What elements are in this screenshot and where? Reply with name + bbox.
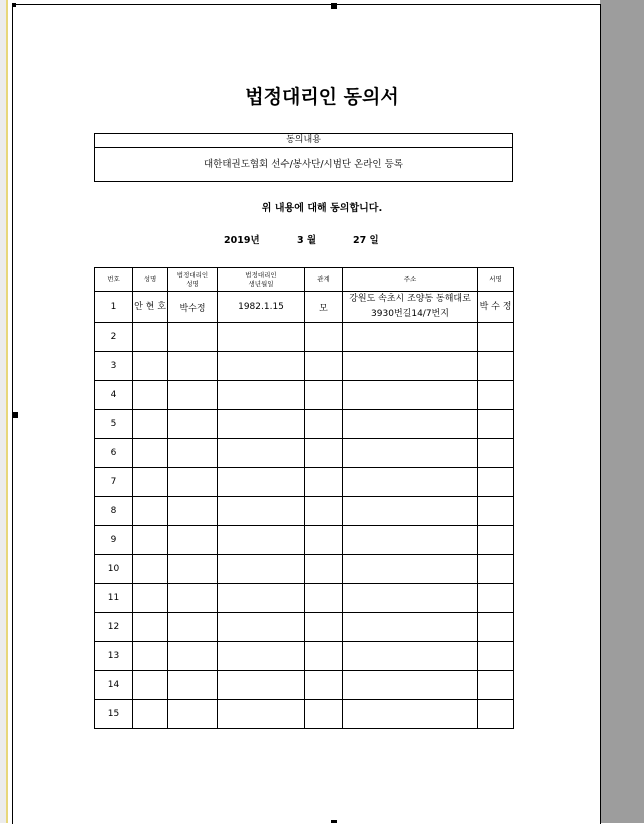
cell-guardian-birth[interactable]: [218, 381, 305, 410]
cell-guardian-name[interactable]: [168, 381, 218, 410]
table-row: [95, 352, 514, 381]
cell-address[interactable]: [343, 439, 478, 468]
cell-address[interactable]: [343, 642, 478, 671]
cell-guardian-name[interactable]: [168, 497, 218, 526]
cell-number[interactable]: 5: [95, 410, 133, 439]
cell-name[interactable]: [133, 642, 168, 671]
cell-address[interactable]: [343, 584, 478, 613]
cell-name[interactable]: [133, 410, 168, 439]
table-row: [95, 468, 514, 497]
cell-number[interactable]: 12: [95, 613, 133, 642]
cell-number[interactable]: 13: [95, 642, 133, 671]
date-day: 27 일: [353, 235, 379, 246]
cell-guardian-name[interactable]: [168, 468, 218, 497]
header-guardian-name: 법정대리인 성명: [168, 268, 218, 292]
cell-number[interactable]: 3: [95, 352, 133, 381]
cell-name[interactable]: [133, 352, 168, 381]
cell-guardian-name[interactable]: 박수정: [168, 292, 218, 323]
header-address: 주소: [343, 268, 478, 292]
cell-signature[interactable]: [478, 613, 514, 642]
cell-guardian-birth[interactable]: [218, 613, 305, 642]
cell-guardian-name[interactable]: [168, 439, 218, 468]
cell-address[interactable]: [343, 700, 478, 729]
cell-guardian-name[interactable]: [168, 526, 218, 555]
cell-name[interactable]: [133, 468, 168, 497]
cell-address[interactable]: [343, 410, 478, 439]
cell-relation[interactable]: [305, 584, 343, 613]
table-row: [95, 555, 514, 584]
cell-number[interactable]: 14: [95, 671, 133, 700]
cell-address[interactable]: [343, 381, 478, 410]
cell-number[interactable]: 2: [95, 323, 133, 352]
editor-margin-marker: [6, 0, 8, 823]
cell-guardian-birth[interactable]: [218, 700, 305, 729]
table-row: [95, 584, 514, 613]
cell-name[interactable]: [133, 555, 168, 584]
cell-address[interactable]: [343, 555, 478, 584]
cell-number[interactable]: 8: [95, 497, 133, 526]
cell-guardian-name[interactable]: [168, 555, 218, 584]
cell-relation[interactable]: [305, 497, 343, 526]
cell-address[interactable]: [343, 323, 478, 352]
table-row: [95, 526, 514, 555]
cell-address[interactable]: [343, 468, 478, 497]
cell-guardian-birth[interactable]: [218, 439, 305, 468]
cell-number[interactable]: 10: [95, 555, 133, 584]
cell-relation[interactable]: [305, 468, 343, 497]
header-signature: 서명: [478, 268, 514, 292]
cell-relation[interactable]: [305, 700, 343, 729]
cell-address[interactable]: 강원도 속초시 조양동 동해대로3930번길14/7번지: [343, 292, 478, 323]
cell-guardian-name[interactable]: [168, 700, 218, 729]
cell-guardian-birth[interactable]: 1982.1.15: [218, 292, 305, 323]
cell-signature[interactable]: [478, 439, 514, 468]
cell-relation[interactable]: [305, 613, 343, 642]
cell-name[interactable]: [133, 700, 168, 729]
cell-guardian-name[interactable]: [168, 642, 218, 671]
cell-signature[interactable]: [478, 323, 514, 352]
left-resize-handle[interactable]: [12, 412, 18, 418]
signature-table: [94, 267, 514, 729]
cell-guardian-birth[interactable]: [218, 584, 305, 613]
cell-name[interactable]: [133, 381, 168, 410]
top-resize-handle[interactable]: [331, 3, 337, 9]
cell-guardian-birth[interactable]: [218, 497, 305, 526]
cell-guardian-name[interactable]: [168, 410, 218, 439]
date-year: 2019년: [224, 235, 260, 246]
cell-name[interactable]: [133, 613, 168, 642]
table-row: [95, 671, 514, 700]
cell-number[interactable]: 1: [95, 292, 133, 323]
cell-relation[interactable]: [305, 352, 343, 381]
cell-number[interactable]: 7: [95, 468, 133, 497]
cell-number[interactable]: 9: [95, 526, 133, 555]
cell-name[interactable]: [133, 497, 168, 526]
cell-signature[interactable]: [478, 671, 514, 700]
consent-text: 대한태권도협회 선수/봉사단/시범단 온라인 등록: [203, 159, 403, 170]
cell-number[interactable]: 11: [95, 584, 133, 613]
cell-signature[interactable]: [478, 584, 514, 613]
cell-name[interactable]: [133, 526, 168, 555]
cell-guardian-birth[interactable]: [218, 671, 305, 700]
table-row: [95, 323, 514, 352]
cell-guardian-name[interactable]: [168, 671, 218, 700]
cell-address[interactable]: [343, 671, 478, 700]
header-guardian-birth: 법정대리인 생년월일: [218, 268, 305, 292]
cell-guardian-birth[interactable]: [218, 642, 305, 671]
cell-relation[interactable]: [305, 381, 343, 410]
cell-signature[interactable]: [478, 468, 514, 497]
header-number: 번호: [95, 268, 133, 292]
cell-signature[interactable]: [478, 555, 514, 584]
table-row: [95, 497, 514, 526]
consent-heading: 동의내용: [95, 134, 512, 148]
cell-signature[interactable]: [478, 497, 514, 526]
table-row: [95, 381, 514, 410]
cell-signature[interactable]: [478, 381, 514, 410]
cell-guardian-birth[interactable]: [218, 352, 305, 381]
cell-name[interactable]: [133, 323, 168, 352]
cell-name[interactable]: [133, 439, 168, 468]
cell-relation[interactable]: [305, 642, 343, 671]
agreement-statement: 위 내용에 대해 동의합니다.: [261, 203, 383, 214]
table-row: [95, 439, 514, 468]
cell-guardian-birth[interactable]: [218, 555, 305, 584]
cell-address[interactable]: [343, 613, 478, 642]
cell-guardian-birth[interactable]: [218, 468, 305, 497]
cell-address[interactable]: [343, 352, 478, 381]
cell-address[interactable]: [343, 497, 478, 526]
cell-guardian-birth[interactable]: [218, 526, 305, 555]
consent-box: [94, 133, 513, 182]
table-row: [95, 700, 514, 729]
cell-relation[interactable]: [305, 555, 343, 584]
cell-guardian-birth[interactable]: [218, 410, 305, 439]
document-title: 법정대리인 동의서: [245, 86, 399, 108]
cell-signature[interactable]: 박 수 정: [478, 292, 514, 323]
cell-signature[interactable]: [478, 526, 514, 555]
table-row: [95, 292, 514, 323]
cell-relation[interactable]: 모: [305, 292, 343, 323]
cell-name[interactable]: [133, 584, 168, 613]
cell-signature[interactable]: [478, 642, 514, 671]
cell-relation[interactable]: [305, 323, 343, 352]
cell-guardian-birth[interactable]: [218, 323, 305, 352]
cell-guardian-name[interactable]: [168, 584, 218, 613]
cell-signature[interactable]: [478, 700, 514, 729]
table-row: [95, 613, 514, 642]
editor-background: [600, 0, 644, 823]
cell-relation[interactable]: [305, 526, 343, 555]
cell-relation[interactable]: [305, 439, 343, 468]
cell-name[interactable]: [133, 671, 168, 700]
cell-address[interactable]: [343, 526, 478, 555]
cell-number[interactable]: 15: [95, 700, 133, 729]
header-relation: 관계: [305, 268, 343, 292]
cell-guardian-name[interactable]: [168, 352, 218, 381]
cell-guardian-name[interactable]: [168, 323, 218, 352]
date-month: 3 월: [297, 235, 317, 246]
table-header-row: [95, 268, 514, 292]
cell-number[interactable]: 4: [95, 381, 133, 410]
cell-name[interactable]: 안 현 호: [133, 292, 168, 323]
cell-relation[interactable]: [305, 410, 343, 439]
table-row: [95, 642, 514, 671]
cell-relation[interactable]: [305, 671, 343, 700]
cell-signature[interactable]: [478, 410, 514, 439]
cell-signature[interactable]: [478, 352, 514, 381]
table-row: [95, 410, 514, 439]
cell-guardian-name[interactable]: [168, 613, 218, 642]
header-name: 성명: [133, 268, 168, 292]
page-corner-handle[interactable]: [12, 3, 16, 7]
cell-number[interactable]: 6: [95, 439, 133, 468]
